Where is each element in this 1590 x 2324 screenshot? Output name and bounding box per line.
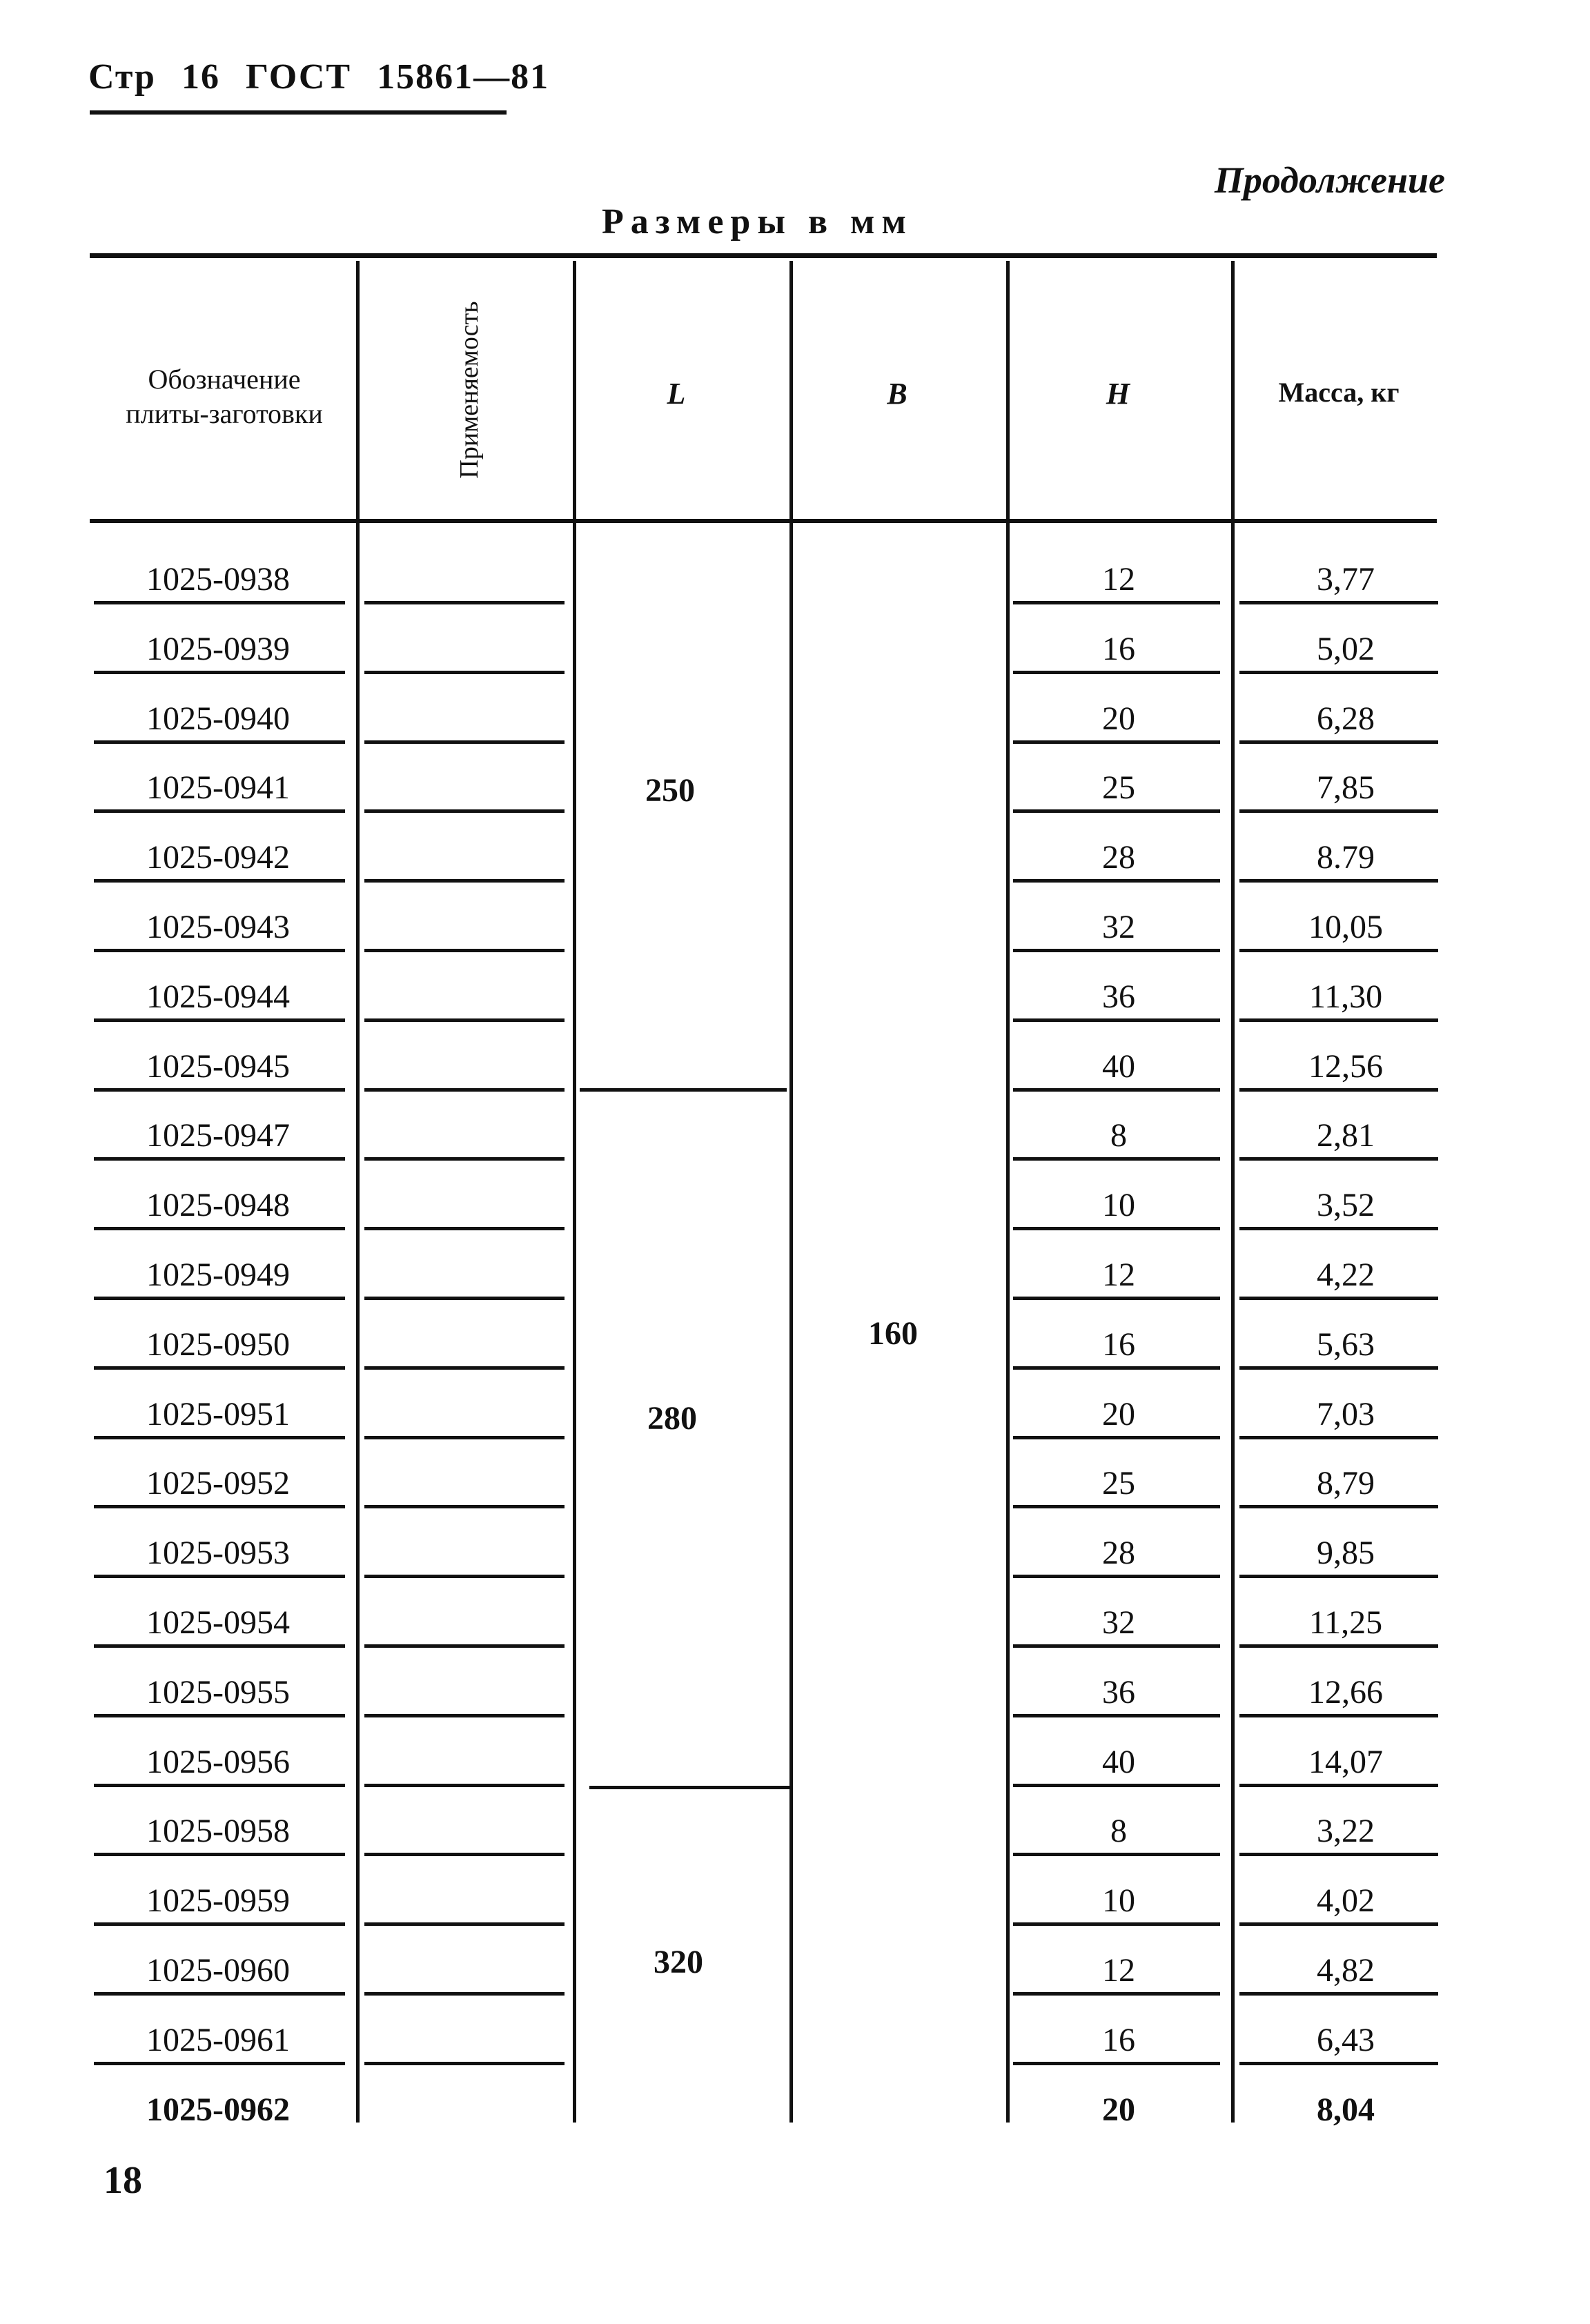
row-rule xyxy=(94,1992,345,1996)
row-rule xyxy=(1239,1227,1438,1230)
row-rule xyxy=(364,1853,565,1856)
row-rule xyxy=(364,1644,565,1648)
row-rule xyxy=(364,1227,565,1230)
mass-value: 12,66 xyxy=(1308,1673,1383,1711)
mass-value: 8,79 xyxy=(1317,1465,1375,1502)
row-rule xyxy=(94,1853,345,1856)
plate-code: 1025-0952 xyxy=(146,1465,290,1502)
row-rule xyxy=(94,809,345,813)
row-rule xyxy=(1239,1714,1438,1717)
row-rule xyxy=(94,1644,345,1648)
row-rule xyxy=(94,1088,345,1092)
mass-value: 4,22 xyxy=(1317,1257,1375,1293)
row-rule xyxy=(1013,1575,1220,1578)
row-rule xyxy=(1239,1436,1438,1439)
h-value: 16 xyxy=(1102,2021,1135,2058)
row-rule xyxy=(1239,740,1438,744)
plate-code: 1025-0958 xyxy=(146,1813,290,1850)
row-rule xyxy=(364,1992,565,1996)
plate-code: 1025-0962 xyxy=(146,2091,290,2128)
mass-value: 12,56 xyxy=(1308,1047,1383,1085)
h-value: 32 xyxy=(1102,1604,1135,1641)
plate-code: 1025-0961 xyxy=(146,2021,290,2058)
row-rule xyxy=(1013,1018,1220,1022)
plate-code: 1025-0956 xyxy=(146,1743,290,1780)
mass-value: 3,52 xyxy=(1317,1187,1375,1224)
row-rule xyxy=(1013,1297,1220,1300)
mass-value: 5,02 xyxy=(1317,630,1375,667)
row-rule xyxy=(94,1575,345,1578)
row-rule xyxy=(1013,1227,1220,1230)
row-rule xyxy=(364,1505,565,1508)
plate-code: 1025-0948 xyxy=(146,1187,290,1224)
row-rule xyxy=(1013,740,1220,744)
row-rule xyxy=(94,671,345,674)
h-value: 40 xyxy=(1102,1743,1135,1780)
row-rule xyxy=(94,2062,345,2065)
row-rule xyxy=(94,1227,345,1230)
row-rule xyxy=(1239,1018,1438,1022)
plate-code: 1025-0938 xyxy=(146,561,290,598)
row-rule xyxy=(94,1366,345,1370)
column-divider xyxy=(356,261,360,2123)
h-value: 28 xyxy=(1102,1535,1135,1572)
h-value: 10 xyxy=(1102,1187,1135,1224)
row-rule xyxy=(1239,1505,1438,1508)
row-rule xyxy=(1013,1992,1220,1996)
column-divider xyxy=(1006,261,1010,2123)
row-rule xyxy=(364,1575,565,1578)
plate-code: 1025-0949 xyxy=(146,1257,290,1293)
row-rule xyxy=(1239,1575,1438,1578)
l-value-group-3: 320 xyxy=(654,1944,703,1980)
mass-value: 3,77 xyxy=(1317,561,1375,598)
row-rule xyxy=(364,740,565,744)
row-rule xyxy=(1013,949,1220,952)
plate-code: 1025-0954 xyxy=(146,1604,290,1641)
plate-code: 1025-0942 xyxy=(146,839,290,876)
row-rule xyxy=(94,1784,345,1787)
page-number-top: 16 xyxy=(181,57,220,97)
row-rule xyxy=(364,601,565,604)
h-value: 12 xyxy=(1102,1257,1135,1293)
plate-code: 1025-0955 xyxy=(146,1673,290,1711)
row-rule xyxy=(1239,1297,1438,1300)
row-rule xyxy=(364,1018,565,1022)
h-value: 12 xyxy=(1102,561,1135,598)
mass-value: 14,07 xyxy=(1308,1743,1383,1780)
row-rule xyxy=(1013,601,1220,604)
column-divider xyxy=(1231,261,1235,2123)
row-rule xyxy=(1013,1157,1220,1161)
row-rule xyxy=(364,671,565,674)
mass-value: 7,85 xyxy=(1317,769,1375,807)
plate-code: 1025-0950 xyxy=(146,1326,290,1363)
row-rule xyxy=(1239,879,1438,883)
row-rule xyxy=(1013,1853,1220,1856)
mass-value: 4,02 xyxy=(1317,1882,1375,1920)
h-value: 16 xyxy=(1102,1326,1135,1363)
row-rule xyxy=(1239,2062,1438,2065)
h-value: 25 xyxy=(1102,1465,1135,1502)
plate-code: 1025-0945 xyxy=(146,1047,290,1085)
row-rule xyxy=(94,740,345,744)
row-rule xyxy=(364,1714,565,1717)
page-number-bottom: 18 xyxy=(104,2159,142,2202)
mass-value: 5,63 xyxy=(1317,1326,1375,1363)
row-rule xyxy=(1013,879,1220,883)
standard-number: 15861—81 xyxy=(377,57,550,97)
l-group-divider xyxy=(589,1786,789,1789)
designation-header xyxy=(104,362,345,431)
row-rule xyxy=(364,1436,565,1439)
h-value: 8 xyxy=(1110,1813,1127,1850)
l-group-divider xyxy=(580,1088,787,1092)
mass-value: 7,03 xyxy=(1317,1395,1375,1432)
row-rule xyxy=(364,2062,565,2065)
row-rule xyxy=(94,879,345,883)
plate-code: 1025-0947 xyxy=(146,1117,290,1154)
row-rule xyxy=(1239,1088,1438,1092)
applicability-header: Применяемость xyxy=(455,301,484,479)
header-rule xyxy=(90,110,507,115)
mass-value: 9,85 xyxy=(1317,1535,1375,1572)
l-value-group-1: 250 xyxy=(645,772,695,809)
mass-value: 8.79 xyxy=(1317,839,1375,876)
h-value: 8 xyxy=(1110,1117,1127,1154)
row-rule xyxy=(364,1088,565,1092)
h-value: 10 xyxy=(1102,1882,1135,1920)
b-header: B xyxy=(887,377,907,411)
mass-value: 4,82 xyxy=(1317,1952,1375,1989)
standard-label: ГОСТ xyxy=(245,57,352,97)
table-header-rule xyxy=(90,519,1437,523)
row-rule xyxy=(1239,1366,1438,1370)
row-rule xyxy=(1013,671,1220,674)
row-rule xyxy=(364,809,565,813)
mass-value: 6,28 xyxy=(1317,700,1375,737)
plate-code: 1025-0959 xyxy=(146,1882,290,1920)
plate-code: 1025-0943 xyxy=(146,909,290,945)
units-caption: Размеры в мм xyxy=(602,202,913,242)
plate-code: 1025-0940 xyxy=(146,700,290,737)
column-divider xyxy=(573,261,576,2123)
row-rule xyxy=(1239,809,1438,813)
row-rule xyxy=(1013,1922,1220,1926)
row-rule xyxy=(364,1366,565,1370)
page-header xyxy=(88,57,565,97)
row-rule xyxy=(1239,1922,1438,1926)
b-value: 160 xyxy=(868,1315,918,1352)
h-header: H xyxy=(1106,377,1130,411)
h-value: 40 xyxy=(1102,1047,1135,1085)
h-value: 20 xyxy=(1102,1395,1135,1432)
row-rule xyxy=(94,1297,345,1300)
mass-value: 11,25 xyxy=(1308,1604,1383,1641)
l-header: L xyxy=(667,377,686,411)
plate-code: 1025-0944 xyxy=(146,978,290,1015)
row-rule xyxy=(364,1784,565,1787)
h-value: 12 xyxy=(1102,1952,1135,1989)
row-rule xyxy=(1239,949,1438,952)
plate-code: 1025-0960 xyxy=(146,1952,290,1989)
row-rule xyxy=(364,1297,565,1300)
row-rule xyxy=(94,1922,345,1926)
row-rule xyxy=(1013,2062,1220,2065)
plate-code: 1025-0953 xyxy=(146,1535,290,1572)
continuation-label: Продолжение xyxy=(1214,159,1445,201)
row-rule xyxy=(1239,1992,1438,1996)
row-rule xyxy=(1013,1505,1220,1508)
row-rule xyxy=(364,949,565,952)
mass-value: 3,22 xyxy=(1317,1813,1375,1850)
plate-code: 1025-0941 xyxy=(146,769,290,807)
designation-header-line1: Обозначение xyxy=(148,364,301,395)
row-rule xyxy=(1239,1853,1438,1856)
row-rule xyxy=(1239,601,1438,604)
h-value: 25 xyxy=(1102,769,1135,807)
designation-header-line2: плиты-заготовки xyxy=(126,398,323,429)
row-rule xyxy=(94,1018,345,1022)
row-rule xyxy=(94,1436,345,1439)
plate-code: 1025-0951 xyxy=(146,1395,290,1432)
h-value: 28 xyxy=(1102,839,1135,876)
h-value: 20 xyxy=(1102,700,1135,737)
row-rule xyxy=(364,1922,565,1926)
row-rule xyxy=(94,1714,345,1717)
mass-value: 6,43 xyxy=(1317,2021,1375,2058)
row-rule xyxy=(364,1157,565,1161)
mass-value: 11,30 xyxy=(1308,978,1383,1015)
row-rule xyxy=(1013,1436,1220,1439)
mass-value: 2,81 xyxy=(1317,1117,1375,1154)
h-value: 36 xyxy=(1102,1673,1135,1711)
h-value: 36 xyxy=(1102,978,1135,1015)
l-value-group-2: 280 xyxy=(647,1400,697,1437)
row-rule xyxy=(94,1505,345,1508)
row-rule xyxy=(94,949,345,952)
row-rule xyxy=(1013,1088,1220,1092)
mass-value: 10,05 xyxy=(1308,909,1383,945)
h-value: 16 xyxy=(1102,630,1135,667)
row-rule xyxy=(1013,1644,1220,1648)
row-rule xyxy=(1013,1714,1220,1717)
h-value: 20 xyxy=(1102,2091,1135,2128)
column-divider xyxy=(789,261,793,2123)
row-rule xyxy=(1013,809,1220,813)
plate-code: 1025-0939 xyxy=(146,630,290,667)
row-rule xyxy=(1239,1784,1438,1787)
row-rule xyxy=(94,601,345,604)
mass-header: Масса, кг xyxy=(1278,377,1400,408)
row-rule xyxy=(1239,671,1438,674)
row-rule xyxy=(94,1157,345,1161)
mass-value: 8,04 xyxy=(1317,2091,1375,2128)
row-rule xyxy=(1013,1366,1220,1370)
row-rule xyxy=(1239,1157,1438,1161)
row-rule xyxy=(1013,1784,1220,1787)
h-value: 32 xyxy=(1102,909,1135,945)
row-rule xyxy=(364,879,565,883)
page-label: Стр xyxy=(88,57,156,97)
table-top-rule xyxy=(90,253,1437,258)
row-rule xyxy=(1239,1644,1438,1648)
